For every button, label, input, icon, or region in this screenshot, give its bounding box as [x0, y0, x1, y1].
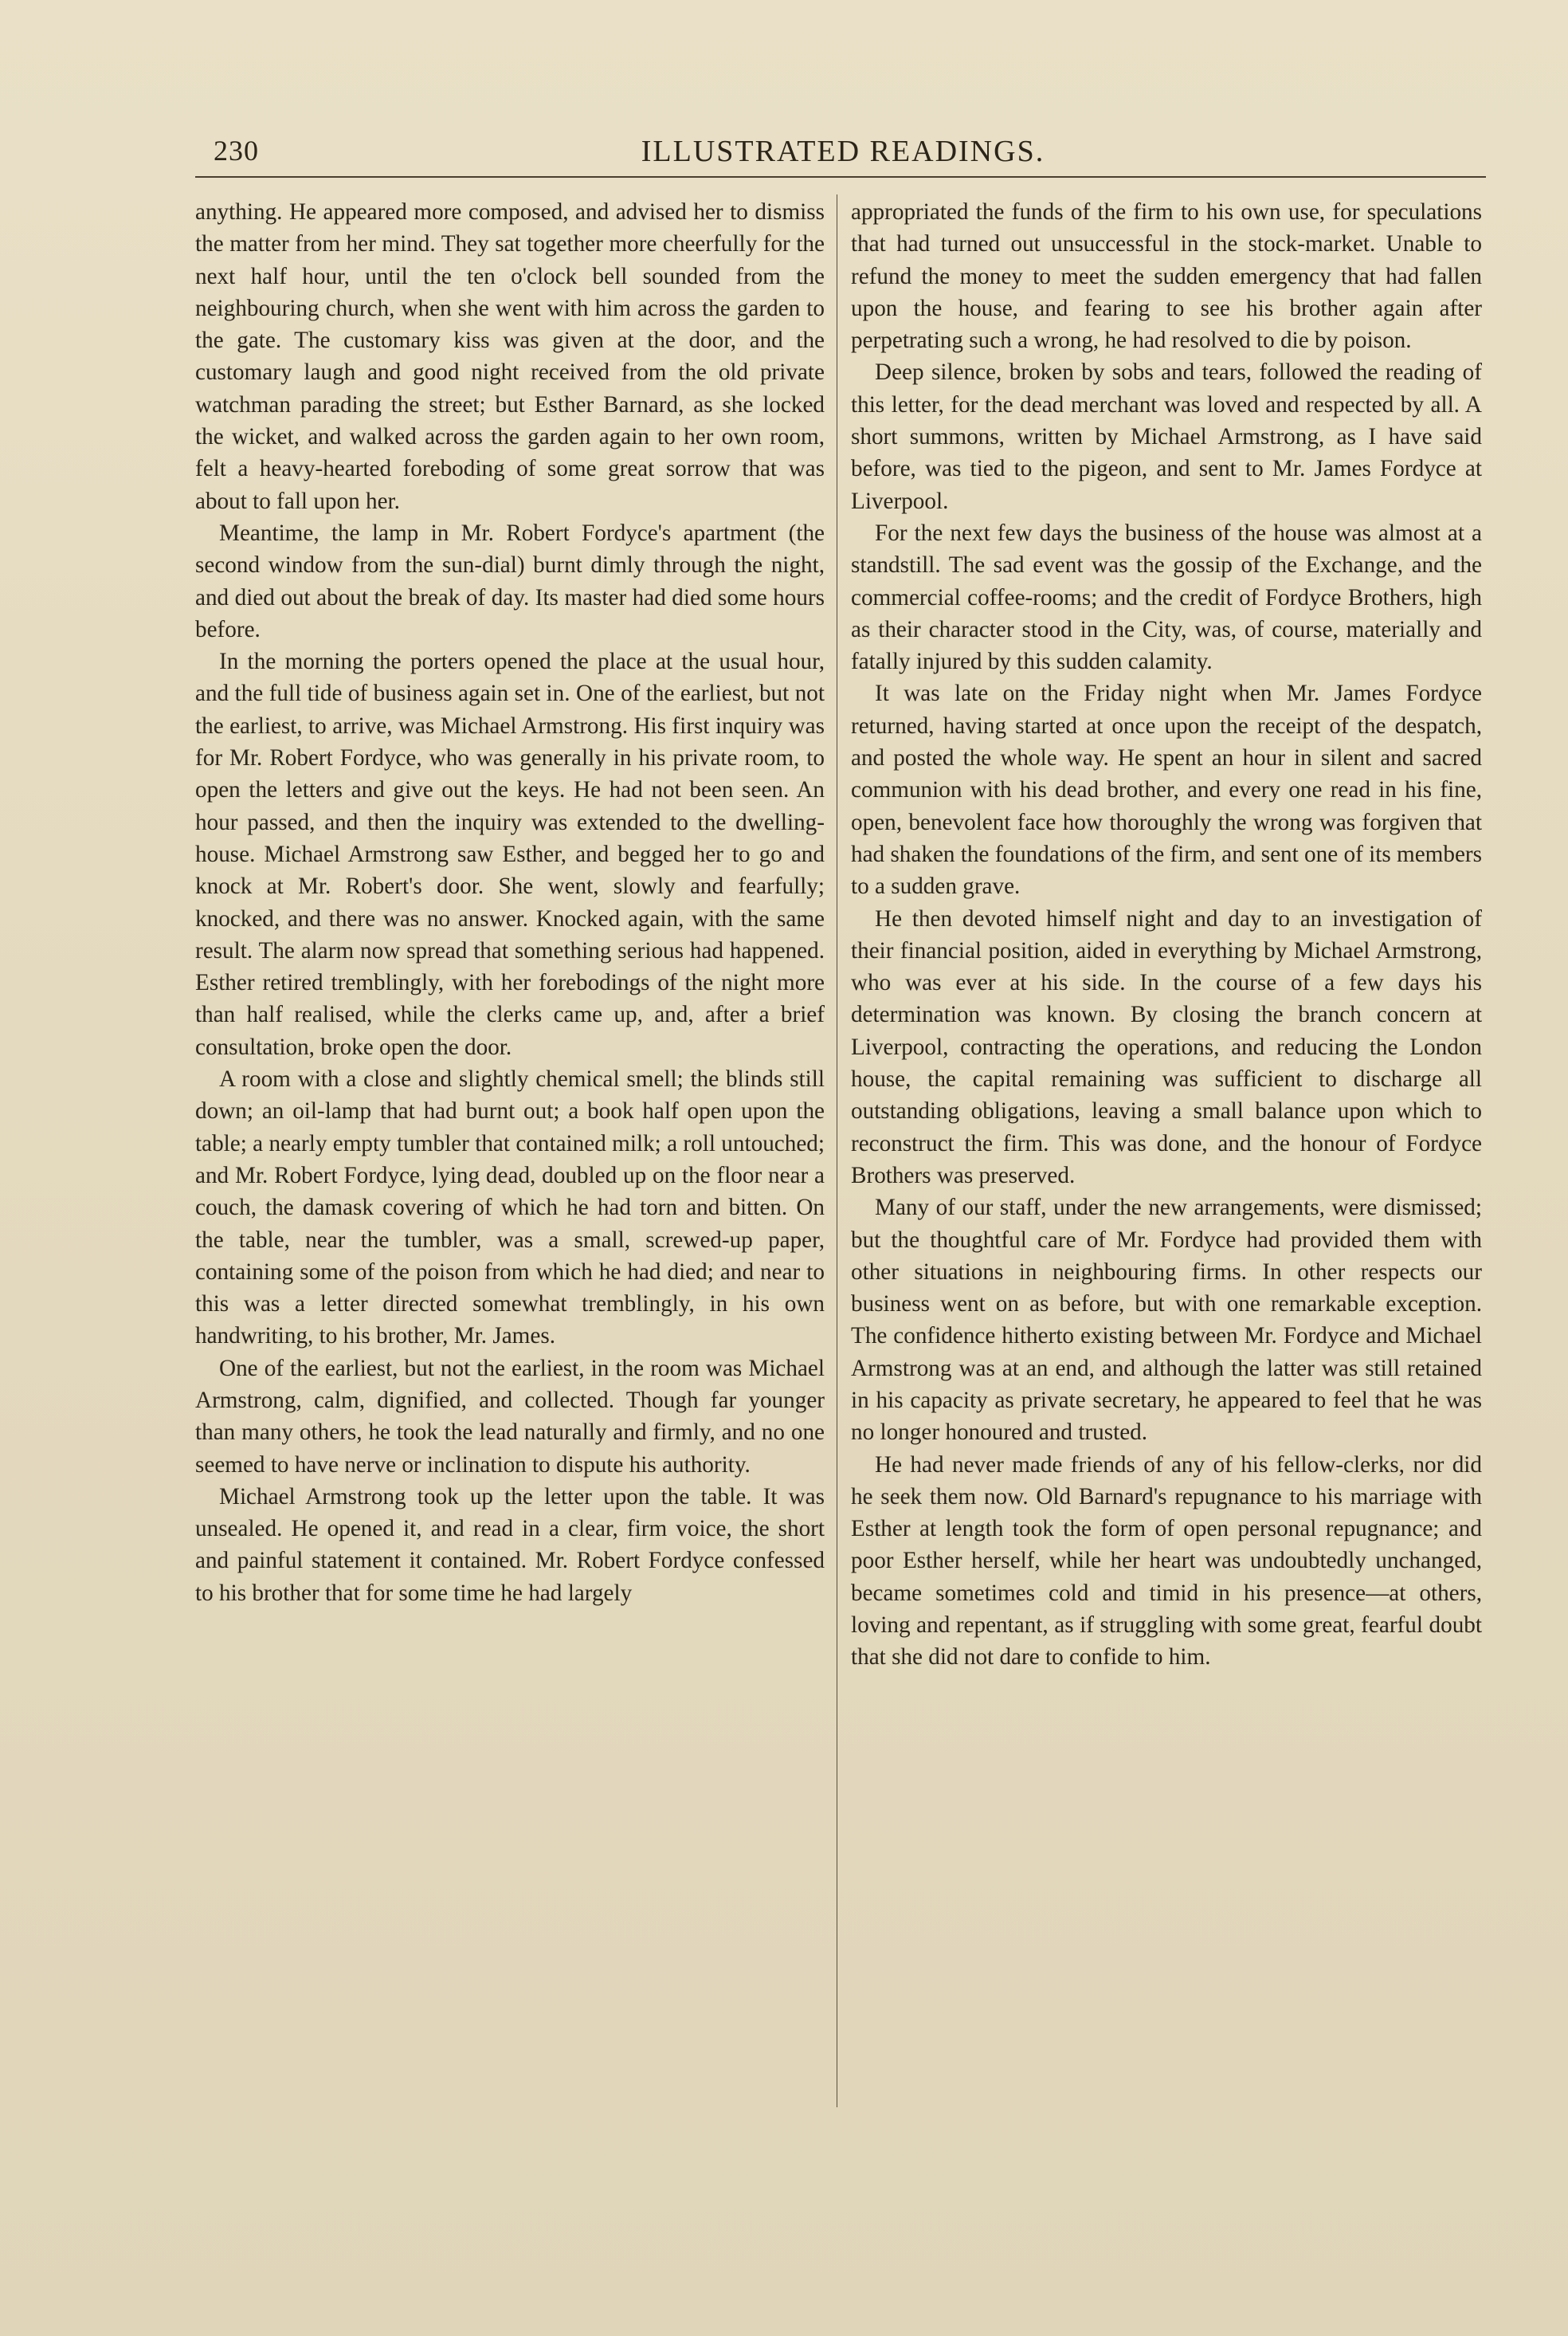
right-paragraph-1: appropriated the funds of the firm to his own use, for speculations that had turned out unsuccessful in the stock-market. Unable to refund the money to meet the sudden emergency that had fallen upon the house, and fearing to see his brother again after perpetrating such a wrong, he had resolved to die by poison.	[851, 199, 1482, 354]
left-paragraph-4: A room with a close and slightly chemical smell; the blinds still down; an oil-lamp that had burnt out; a book half open upon the table; a nearly empty tumbler that contained milk; a roll untouched; and Mr. Robert Fordyce, lying dead, doubled up on the floor near a couch, the damask covering of which he had torn and bitten. On the table, near the tumbler, was a small, screwed-up paper, containing some of the poison from which he had died; and near to this was a letter directed somewhat tremblingly, in his own handwriting, to his brother, Mr. James.	[195, 1066, 825, 1349]
right-paragraph-7: He had never made friends of any of his fellow-clerks, nor did he seek them now. Old Barnard's repugnance to his marriage with Esther at length took the form of open personal repugnance; and poor Esther herself, while her heart was undoubtedly unchanged, became sometimes cold and timid in his presence—at others, loving and repentant, as if struggling with some great, fearful doubt that she did not dare to confide to him.	[851, 1451, 1482, 1671]
right-paragraph-2: Deep silence, broken by sobs and tears, followed the reading of this letter, for the dead merchant was loved and respected by all. A short summons, written by Michael Armstrong, as I have said before, was tied to the pigeon, and sent to Mr. James Fordyce at Liverpool.	[851, 359, 1482, 514]
right-paragraph-5: He then devoted himself night and day to an investigation of their financial position, aided in everything by Michael Armstrong, who was ever at his side. In the course of a few days his determination was known. By closing the branch concern at Liverpool, contracting the operations, and reducing the London house, the capital remaining was sufficient to discharge all outstanding obligations, leaving a small balance upon which to reconstruct the firm. This was done, and the honour of Fordyce Brothers was preserved.	[851, 905, 1482, 1188]
right-column	[851, 196, 1482, 1674]
left-paragraph-3: In the morning the porters opened the place at the usual hour, and the full tide of business again set in. One of the earliest, but not the earliest, to arrive, was Michael Armstrong. His first inquiry was for Mr. Robert Fordyce, who was generally in his private room, to open the letters and give out the keys. He had not been seen. An hour passed, and then the inquiry was extended to the dwelling-house. Michael Armstrong saw Esther, and begged her to go and knock at Mr. Robert's door. She went, slowly and fearfully; knocked, and there was no answer. Knocked again, with the same result. The alarm now spread that something serious had happened. Esther retired tremblingly, with her forebodings of the night more than half realised, while the clerks came up, and, after a brief consultation, broke open the door.	[195, 649, 825, 1060]
left-paragraph-1: anything. He appeared more composed, and advised her to dismiss the matter from her mind. They sat together more cheerfully for the next half hour, until the ten o'clock bell sounded from the neighbouring church, when she went with him across the garden to the gate. The customary kiss was given at the door, and the customary laugh and good night received from the old private watchman parading the street; but Esther Barnard, as she locked the wicket, and walked across the garden again to her own room, felt a heavy-hearted foreboding of some great sorrow that was about to fall upon her.	[195, 199, 825, 514]
right-paragraph-6: Many of our staff, under the new arrangements, were dismissed; but the thoughtful care of Mr. Fordyce had provided them with other situations in neighbouring firms. In other respects our business went on as before, but with one remarkable exception. The confidence hitherto existing between Mr. Fordyce and Michael Armstrong was at an end, and although the latter was still retained in his capacity as private secretary, he appeared to feel that he was no longer honoured and trusted.	[851, 1195, 1482, 1446]
page-number: 230	[214, 135, 259, 167]
left-paragraph-5: One of the earliest, but not the earliest, in the room was Michael Armstrong, calm, dignified, and collected. Though far younger than many others, he took the lead naturally and firmly, and no one seemed to have nerve or inclination to dispute his authority.	[195, 1355, 825, 1478]
right-paragraph-3: For the next few days the business of the house was almost at a standstill. The sad event was the gossip of the Exchange, and the commercial coffee-rooms; and the credit of Fordyce Brothers, high as their character stood in the City, was, of course, materially and fatally injured by this sudden calamity.	[851, 520, 1482, 675]
journal-title: ILLUSTRATED READINGS.	[641, 135, 1045, 168]
left-paragraph-2: Meantime, the lamp in Mr. Robert Fordyce's apartment (the second window from the sun-dial) burnt dimly through the night, and died out about the break of day. Its master had died some hours before.	[195, 520, 825, 642]
left-paragraph-6: Michael Armstrong took up the letter upon the table. It was unsealed. He opened it, and read in a clear, firm voice, the short and painful statement it contained. Mr. Robert Fordyce confessed to his brother that for some time he had largely	[195, 1483, 825, 1606]
running-head	[214, 134, 1472, 175]
right-paragraph-4: It was late on the Friday night when Mr. James Fordyce returned, having started at once upon the receipt of the despatch, and posted the whole way. He spent an hour in silent and sacred communion with his dead brother, and every one read in his fine, open, benevolent face how thoroughly the wrong was forgiven that had shaken the foundations of the firm, and sent one of its members to a sudden grave.	[851, 681, 1482, 900]
left-column	[195, 196, 825, 1609]
header-rule	[195, 176, 1486, 178]
